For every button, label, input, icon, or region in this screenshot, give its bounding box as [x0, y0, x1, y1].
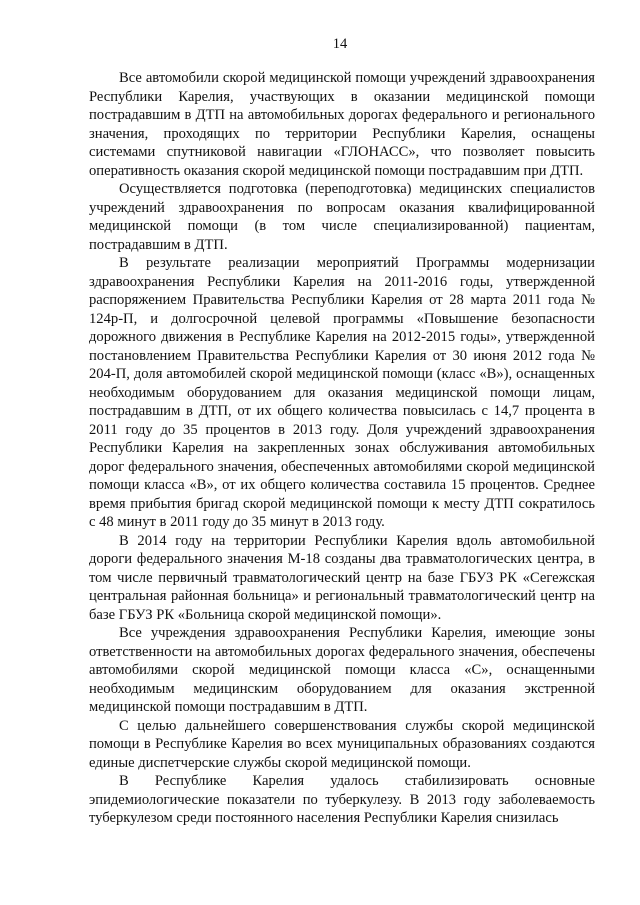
body-text	[89, 69, 595, 828]
paragraph-specialist-training: Осуществляется подготовка (переподготовка) медицинских специалистов учреждений здравоохранения по вопросам оказания квалифицированной медицинской помощи (в том числе специализированной) пациентам, пострадавшим в ДТП.	[89, 181, 595, 253]
paragraph-tuberculosis: В Республике Карелия удалось стабилизировать основные эпидемиологические показатели по туберкулезу. В 2013 году заболеваемость туберкулезом среди постоянного населения Республики Карелия снизилась	[89, 773, 595, 826]
paragraph-dispatch-services: С целью дальнейшего совершенствования службы скорой медицинской помощи в Республике Карелия во всех муниципальных образованиях создаются единые диспетчерские службы скорой медицинской помощи.	[89, 717, 595, 771]
page-number: 14	[332, 36, 348, 52]
paragraph-modernization-results: В результате реализации мероприятий Программы модернизации здравоохранения Республики Карелия на 2011-2016 годы, утвержденной распоряжением Правительства Республики Карелия от 28 марта 2011 года № 124р-П, и долгосрочной целевой программы «Повышение безопасности дорожного движения в Республике Карелия на 2012-2015 годы», утвержденной постановлением Правительства Республики Карелия от 30 июня 2012 года № 204-П, доля автомобилей скорой медицинской помощи (класс «В»), оснащенных необходимым оборудованием для оказания медицинской помощи лицам, пострадавшим в ДТП, от их общего количества повысилась с 14,7 процента в 2011 году до 35 процентов в 2013 году. Доля учреждений здравоохранения Республики Карелия на закрепленных зонах обслуживания автомобильных дорог федерального значения, обеспеченных автомобилями скорой медицинской помощи класса «В», от их общего количества составила 15 процентов. Среднее время прибытия бригад скорой медицинской помощи к месту ДТП сократилось с 48 минут в 2011 году до 35 минут в 2013 году.	[89, 255, 595, 530]
paragraph-class-c-ambulances: Все учреждения здравоохранения Республики Карелия, имеющие зоны ответственности на автомобильных дорогах федерального значения, обеспечены автомобилями скорой медицинской помощи класса «С», оснащенными необходимым медицинским оборудованием для оказания экстренной медицинской помощи пострадавшим в ДТП.	[89, 625, 595, 715]
paragraph-ambulance-glonass: Все автомобили скорой медицинской помощи учреждений здравоохранения Республики Карелия, участвующих в оказании медицинской помощи пострадавшим в ДТП на автомобильных дорогах федерального и регионального значения, проходящих по территории Республики Карелия, оснащены системами спутниковой навигации «ГЛОНАСС», что позволяет повысить оперативность оказания скорой медицинской помощи пострадавшим при ДТП.	[89, 70, 595, 179]
paragraph-trauma-centers: В 2014 году на территории Республики Карелия вдоль автомобильной дороги федерального значения М-18 созданы два травматологических центра, в том числе первичный травматологический центр на базе ГБУЗ РК «Сегежская центральная районная больница» и региональный травматологический центр на базе ГБУЗ РК «Больница скорой медицинской помощи».	[89, 532, 595, 623]
